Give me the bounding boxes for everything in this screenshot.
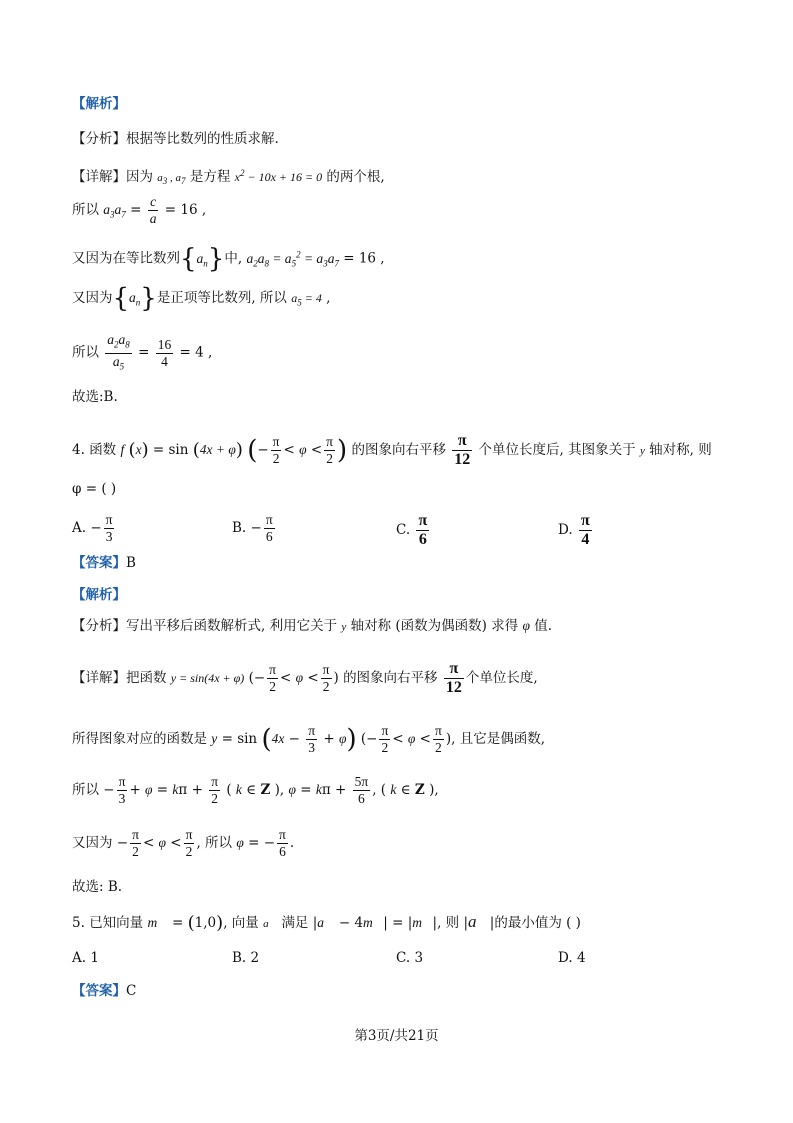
q3-detail-line1: 【详解】因为 $a_3$ , $a_7$ 是方程 $x^2 - 10x + 16 = 0$ 的两个根, — [72, 168, 385, 187]
q4-option-b: B. − $\frac{\pi}{6}$ — [232, 512, 273, 544]
q4-detail-line2: 所得图象对应的函数是 y = sin (4x − $\frac{\pi}{3}$ + φ) (− $\frac{\pi}{2}$ < φ < $\frac{\pi}{2}$ ), 且它是偶函数, — [72, 723, 545, 755]
q4-option-c: C. $\frac{\pi}{6}$ — [396, 512, 428, 548]
q5-option-d: D. 4 — [558, 950, 586, 966]
q5-stem: 5. 已知向量 m⃗ = (1,0), 向量 a⃗ 满足 |a⃗ − 4m⃗| = |m⃗|, 则 |a⃗|的最小值为 ( ) — [72, 912, 581, 934]
q4-jiexi-heading: 【解析】 — [72, 587, 126, 603]
q4-detail-line1: 【详解】把函数 y = sin(4x + φ) (− $\frac{\pi}{2}$ < φ < $\frac{\pi}{2}$ ) 的图象向右平移 $\frac{\pi}{12}$ 个单位长度, — [72, 660, 538, 696]
q4-stem-line2: φ = ( ) — [72, 481, 117, 497]
q4-option-a: A. − $\frac{\pi}{3}$ — [72, 512, 113, 544]
page-footer: 第3页/共21页 — [354, 1028, 439, 1044]
q4-option-d: D. $\frac{\pi}{4}$ — [558, 512, 590, 548]
q4-analysis: 【分析】写出平移后函数解析式, 利用它关于 y 轴对称 (函数为偶函数) 求得 φ 值. — [72, 618, 553, 634]
q4-stem-line1: 4. 函数 f (x) = sin (4x + φ) (− $\frac{\pi}{2}$ < φ < $\frac{\pi}{2}$ ) 的图象向右平移 $\frac{\pi}{12}$ 个单位长度后, 其图象关于 y 轴对称, 则 — [72, 432, 712, 468]
q5-option-c: C. 3 — [396, 950, 424, 966]
q3-detail-line4: 又因为$\{a_n\}$是正项等比数列, 所以 $a_5 = 4$ , — [72, 283, 331, 314]
q3-jiexi-heading: 【解析】 — [72, 96, 126, 112]
q3-detail-line3: 又因为在等比数列$\{a_n\}$中, $a_2a_8 = a_5^2 = a_3a_7 = 16$ , — [72, 244, 385, 274]
q4-answer: 【答案】B — [72, 555, 136, 571]
q3-detail-line5: 所以 $\frac{a_2a_8}{a_5}$ = $\frac{16}{4}$ = 4 , — [72, 332, 213, 372]
q4-detail-line4: 又因为 − $\frac{\pi}{2}$ < φ < $\frac{\pi}{2}$ , 所以 φ = − $\frac{\pi}{6}$ . — [72, 827, 295, 859]
q3-detail-line2: 所以 $a_3a_7$ = $\frac{c}{a}$ = 16 , — [72, 194, 207, 226]
q5-answer: 【答案】C — [72, 983, 137, 999]
q3-analysis: 【分析】根据等比数列的性质求解. — [72, 131, 279, 147]
q5-option-a: A. 1 — [72, 950, 99, 966]
q5-option-b: B. 2 — [232, 950, 260, 966]
q3-answer: 故选:B. — [72, 389, 118, 405]
q4-final-answer: 故选: B. — [72, 879, 123, 895]
q4-detail-line3: 所以 − $\frac{\pi}{3}$ + φ = kπ + $\frac{\pi}{2}$ ( k ∈ Z ), φ = kπ + $\frac{5\pi}{6}$ , ( k ∈ Z ), — [72, 774, 439, 806]
